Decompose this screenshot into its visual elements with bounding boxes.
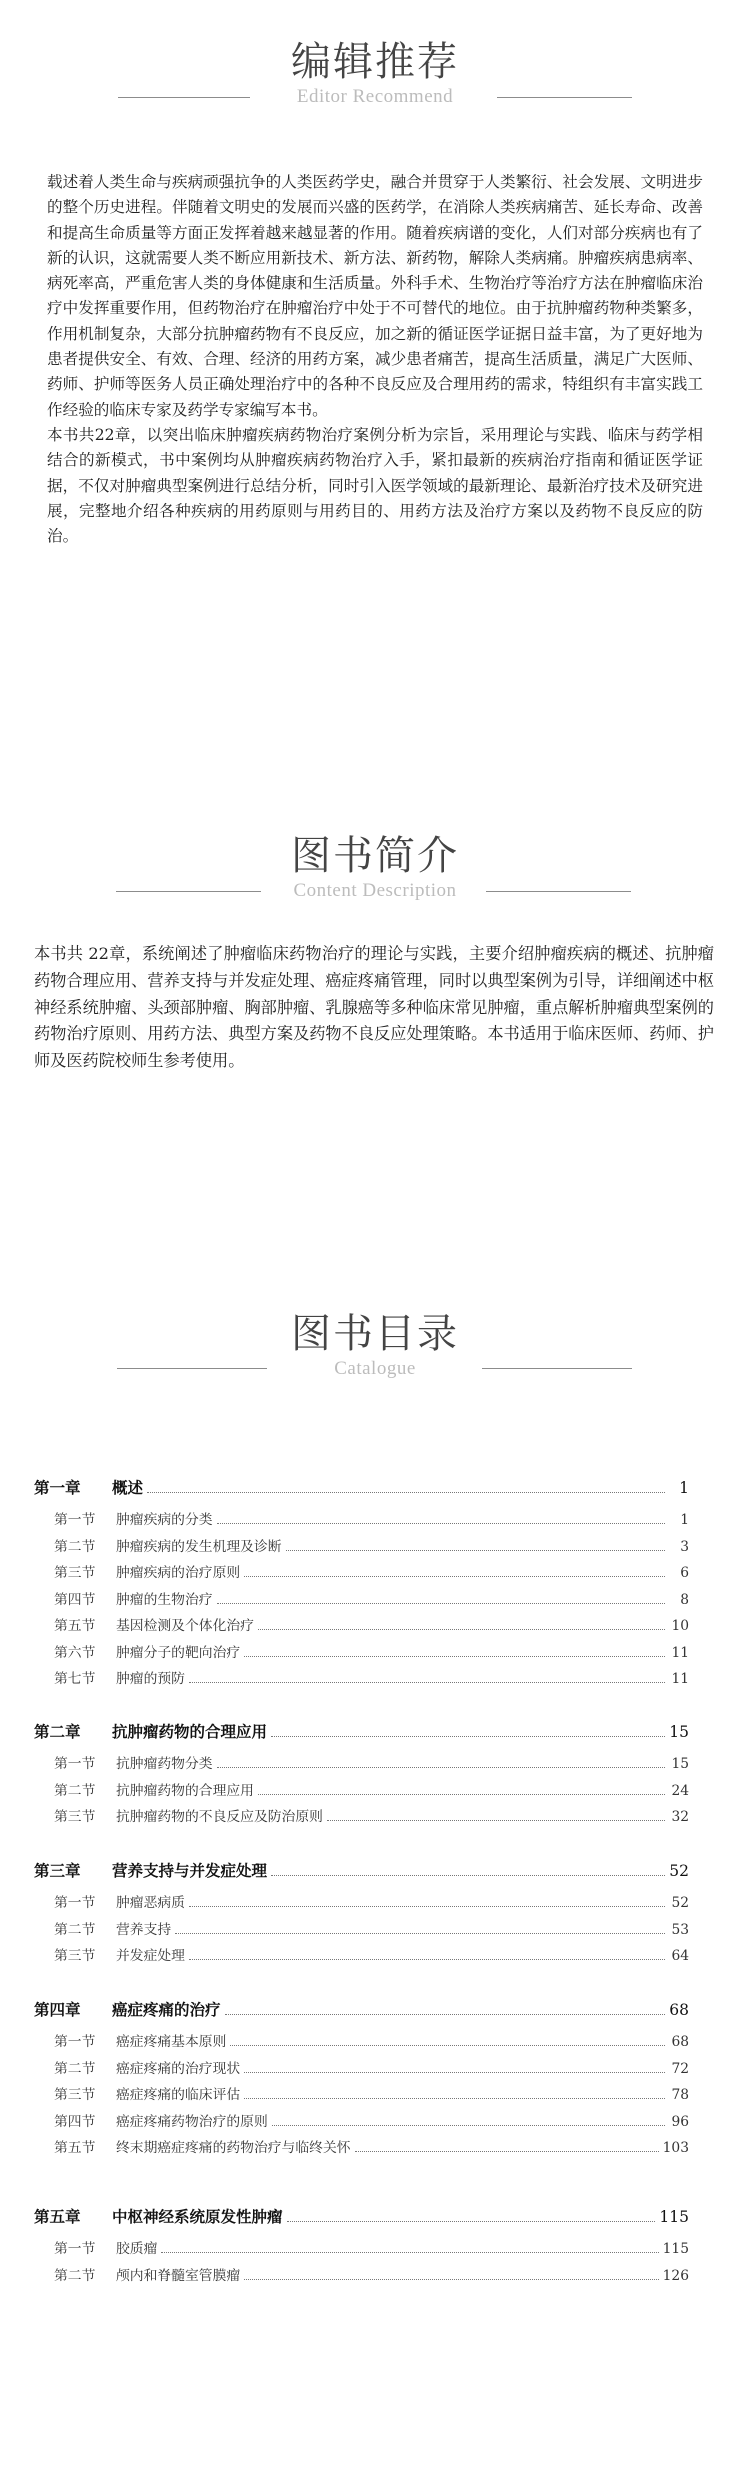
toc-section[interactable]	[34, 1641, 689, 1661]
content-rule-left	[116, 891, 261, 892]
toc-section-num: 第一节	[54, 1895, 96, 1911]
toc-section-page: 8	[680, 1591, 689, 1608]
editor-rule-left	[118, 97, 250, 98]
toc-section-page: 115	[662, 2241, 689, 2257]
toc-leader	[189, 1682, 665, 1683]
toc-leader	[272, 2125, 665, 2126]
toc-section-page: 10	[671, 1618, 689, 1634]
toc-section-title: 抗肿瘤药物的不良反应及防治原则	[116, 1809, 323, 1825]
toc-section-page: 15	[671, 1756, 689, 1772]
toc-chapter-num: 第四章	[34, 2000, 81, 2019]
toc-chapter-num: 第二章	[34, 1722, 81, 1741]
toc-leader	[230, 2045, 665, 2046]
toc-section-num: 第三节	[54, 1565, 96, 1581]
toc-section-num: 第六节	[54, 1644, 96, 1661]
content-subtitle: Content Description	[293, 880, 457, 901]
toc-chapter-title: 营养支持与并发症处理	[112, 1861, 268, 1880]
toc-section-page: 72	[671, 2060, 689, 2077]
toc-leader	[225, 2014, 665, 2015]
toc-section[interactable]	[34, 1891, 689, 1911]
toc-section-title: 并发症处理	[116, 1948, 185, 1964]
editor-paragraph-1: 载述着人类生命与疾病顽强抗争的人类医药学史，融合并贯穿于人类繁衍、社会发展、文明进步的整个历史进程。伴随着文明史的发展而兴盛的医药学，在消除人类疾病痛苦、延长寿命、改善和提高生命质量等方面正发挥着越来越显著的作用。随着疾病谱的变化，人们对部分疾病也有了新的认识，这就需要人类不断应用新技术、新方法、新药物，解除人类病痛。肿瘤疾病患病率、病死率高，严重危害人类的身体健康和生活质量。外科手术、生物治疗等治疗方法在肿瘤临床治疗中发挥重要作用，但药物治疗在肿瘤治疗中处于不可替代的地位。由于抗肿瘤药物种类繁多，作用机制复杂，大部分抗肿瘤药物有不良反应，加之新的循证医学证据日益丰富，为了更好地为患者提供安全、有效、合理、经济的用药方案，减少患者痛苦，提高生活质量，满足广大医师、药师、护师等医务人员正确处理治疗中的各种不良反应及合理用药的需求，特组织有丰富实践工作经验的临床专家及药学专家编写本书。	[47, 173, 703, 419]
toc-section-page: 96	[671, 2113, 689, 2130]
toc-section-page: 103	[662, 2140, 689, 2156]
toc-leader	[175, 1933, 665, 1934]
toc-chapter-num: 第三章	[34, 1861, 81, 1880]
toc-section-title: 抗肿瘤药物分类	[116, 1756, 213, 1772]
toc-chapter-title: 中枢神经系统原发性肿瘤	[112, 2207, 283, 2226]
toc-section-num: 第四节	[54, 2113, 96, 2130]
toc-section-title: 抗肿瘤药物的合理应用	[116, 1782, 254, 1799]
toc-section-page: 126	[662, 2267, 689, 2284]
toc-section-page: 3	[680, 1538, 689, 1555]
toc-leader	[244, 1576, 665, 1577]
toc-section[interactable]	[34, 2057, 689, 2077]
toc-section[interactable]	[34, 2030, 689, 2050]
toc-section-num: 第二节	[54, 1921, 96, 1938]
toc-section[interactable]	[34, 2264, 689, 2284]
toc-section-page: 24	[671, 1782, 689, 1799]
toc-section-title: 癌症疼痛的临床评估	[116, 2087, 241, 2103]
toc-section-page: 6	[680, 1565, 689, 1581]
toc-chapter-title: 概述	[112, 1478, 144, 1497]
toc-leader	[147, 1492, 665, 1493]
toc-section-num: 第三节	[54, 2087, 96, 2103]
toc-section-page: 32	[671, 1809, 689, 1825]
toc-chapter-page: 52	[669, 1862, 689, 1880]
toc-section-title: 癌症疼痛的治疗现状	[116, 2060, 241, 2077]
toc-section-page: 78	[671, 2087, 689, 2103]
toc-section-num: 第五节	[54, 2140, 96, 2156]
editor-paragraph-2: 本书共22章，以突出临床肿瘤疾病药物治疗案例分析为宗旨，采用理论与实践、临床与药学相结合的新模式，书中案例均从肿瘤疾病药物治疗入手，紧扣最新的疾病治疗指南和循证医学证据，不仅对肿瘤典型案例进行总结分析，同时引入医学领域的最新理论、最新治疗技术及研究进展，完整地介绍各种疾病的用药原则与用药目的、用药方法及治疗方案以及药物不良反应的防治。	[47, 425, 703, 546]
toc-leader	[161, 2252, 658, 2253]
toc-section-num: 第三节	[54, 1948, 96, 1964]
toc-chapter-title: 癌症疼痛的治疗	[112, 2000, 221, 2019]
toc-section-num: 第一节	[54, 2241, 96, 2257]
editor-rule-right	[497, 97, 632, 98]
editor-subtitle: Editor Recommend	[296, 86, 454, 107]
toc-leader	[287, 2221, 656, 2222]
toc-leader	[271, 1875, 665, 1876]
toc-chapter-page: 115	[659, 2208, 689, 2226]
toc-section[interactable]	[34, 1508, 689, 1528]
toc-chapter[interactable]	[34, 2205, 689, 2227]
toc-leader	[355, 2151, 659, 2152]
toc-leader	[217, 1767, 665, 1768]
toc-section-title: 肿瘤恶病质	[116, 1895, 185, 1911]
catalogue-header	[0, 1310, 750, 1380]
toc-section-page: 53	[671, 1921, 689, 1938]
content-rule-right	[486, 891, 631, 892]
toc-leader	[244, 2279, 658, 2280]
toc-section-title: 癌症疼痛基本原则	[116, 2034, 227, 2050]
toc-section[interactable]	[34, 1588, 689, 1608]
toc-section-num: 第一节	[54, 1512, 96, 1528]
toc-chapter[interactable]	[34, 1720, 689, 1742]
toc-section-title: 终末期癌症疼痛的药物治疗与临终关怀	[116, 2140, 351, 2156]
toc-section[interactable]	[34, 2110, 689, 2130]
toc-leader	[271, 1736, 665, 1737]
toc-chapter-page: 68	[669, 2001, 689, 2019]
toc-section-title: 肿瘤疾病的发生机理及诊断	[116, 1538, 282, 1555]
toc-section[interactable]	[34, 1779, 689, 1799]
content-paragraph: 本书共 22章，系统阐述了肿瘤临床药物治疗的理论与实践，主要介绍肿瘤疾病的概述、抗肿瘤药物合理应用、营养支持与并发症处理、癌症疼痛管理，同时以典型案例为引导，详细阐述中枢神经系统肿瘤、头颈部肿瘤、胸部肿瘤、乳腺癌等多种临床常见肿瘤，重点解析肿瘤典型案例的药物治疗原则、用药方法、典型方案及药物不良反应处理策略。本书适用于临床医师、药师、护师及医药院校师生参考使用。	[34, 944, 714, 1071]
toc-chapter-num: 第一章	[34, 1478, 81, 1497]
toc-section-page: 64	[671, 1948, 689, 1964]
toc-section[interactable]	[34, 1561, 689, 1581]
toc-section-num: 第一节	[54, 1756, 96, 1772]
toc-section[interactable]	[34, 1752, 689, 1772]
toc-section-num: 第一节	[54, 2034, 96, 2050]
content-header	[0, 832, 750, 902]
toc-section[interactable]	[34, 1614, 689, 1634]
toc-leader	[189, 1959, 665, 1960]
toc-section-num: 第七节	[54, 1671, 96, 1687]
toc-section[interactable]	[34, 2083, 689, 2103]
toc-section[interactable]	[34, 1918, 689, 1938]
catalogue-subtitle: Catalogue	[334, 1358, 416, 1379]
toc-section-title: 胶质瘤	[116, 2241, 158, 2257]
toc-section-num: 第五节	[54, 1618, 96, 1634]
editor-title: 编辑推荐	[291, 39, 459, 85]
toc-section-page: 1	[680, 1512, 689, 1528]
toc-leader	[217, 1603, 665, 1604]
toc-leader	[217, 1523, 665, 1524]
toc-section-num: 第三节	[54, 1809, 96, 1825]
toc-section-title: 营养支持	[116, 1921, 172, 1938]
toc-section-page: 11	[671, 1644, 689, 1661]
toc-leader	[244, 2072, 665, 2073]
toc-leader	[258, 1794, 665, 1795]
toc-leader	[286, 1550, 665, 1551]
toc-chapter[interactable]	[34, 1859, 689, 1881]
toc-leader	[258, 1629, 665, 1630]
catalogue-rule-right	[482, 1368, 632, 1369]
toc-section-title: 基因检测及个体化治疗	[116, 1618, 254, 1634]
toc-section-title: 肿瘤分子的靶向治疗	[116, 1644, 241, 1661]
toc-chapter-num: 第五章	[34, 2207, 81, 2226]
toc-leader	[244, 2098, 665, 2099]
editor-body	[47, 170, 703, 549]
toc-chapter[interactable]	[34, 1998, 689, 2020]
toc-section[interactable]	[34, 1944, 689, 1964]
toc-chapter[interactable]	[34, 1476, 689, 1498]
toc-section[interactable]	[34, 2237, 689, 2257]
toc-section-num: 第二节	[54, 1782, 96, 1799]
toc-section-num: 第二节	[54, 2060, 96, 2077]
content-body	[34, 941, 714, 1075]
toc-section-num: 第二节	[54, 2267, 96, 2284]
toc-section-title: 肿瘤疾病的治疗原则	[116, 1565, 241, 1581]
toc-section-page: 52	[671, 1895, 689, 1911]
catalogue-toc	[34, 1476, 689, 2356]
toc-section-page: 11	[671, 1671, 689, 1687]
toc-section[interactable]	[34, 2136, 689, 2156]
toc-leader	[327, 1820, 665, 1821]
toc-chapter-page: 15	[669, 1723, 689, 1741]
toc-leader	[244, 1656, 665, 1657]
toc-chapter-title: 抗肿瘤药物的合理应用	[112, 1722, 268, 1741]
toc-section-title: 肿瘤的预防	[116, 1671, 185, 1687]
toc-section-num: 第二节	[54, 1538, 96, 1555]
catalogue-rule-left	[117, 1368, 267, 1369]
toc-section-title: 肿瘤疾病的分类	[116, 1512, 213, 1528]
toc-section[interactable]	[34, 1667, 689, 1687]
catalogue-title: 图书目录	[291, 1311, 459, 1357]
toc-section-title: 颅内和脊髓室管膜瘤	[116, 2267, 241, 2284]
toc-section[interactable]	[34, 1535, 689, 1555]
toc-section-page: 68	[671, 2034, 689, 2050]
toc-chapter-page: 1	[679, 1479, 689, 1497]
toc-section-title: 癌症疼痛药物治疗的原则	[116, 2113, 268, 2130]
content-title: 图书简介	[291, 833, 459, 879]
toc-section-num: 第四节	[54, 1591, 96, 1608]
toc-section-title: 肿瘤的生物治疗	[116, 1591, 213, 1608]
toc-leader	[189, 1906, 665, 1907]
editor-header	[0, 38, 750, 108]
toc-section[interactable]	[34, 1805, 689, 1825]
